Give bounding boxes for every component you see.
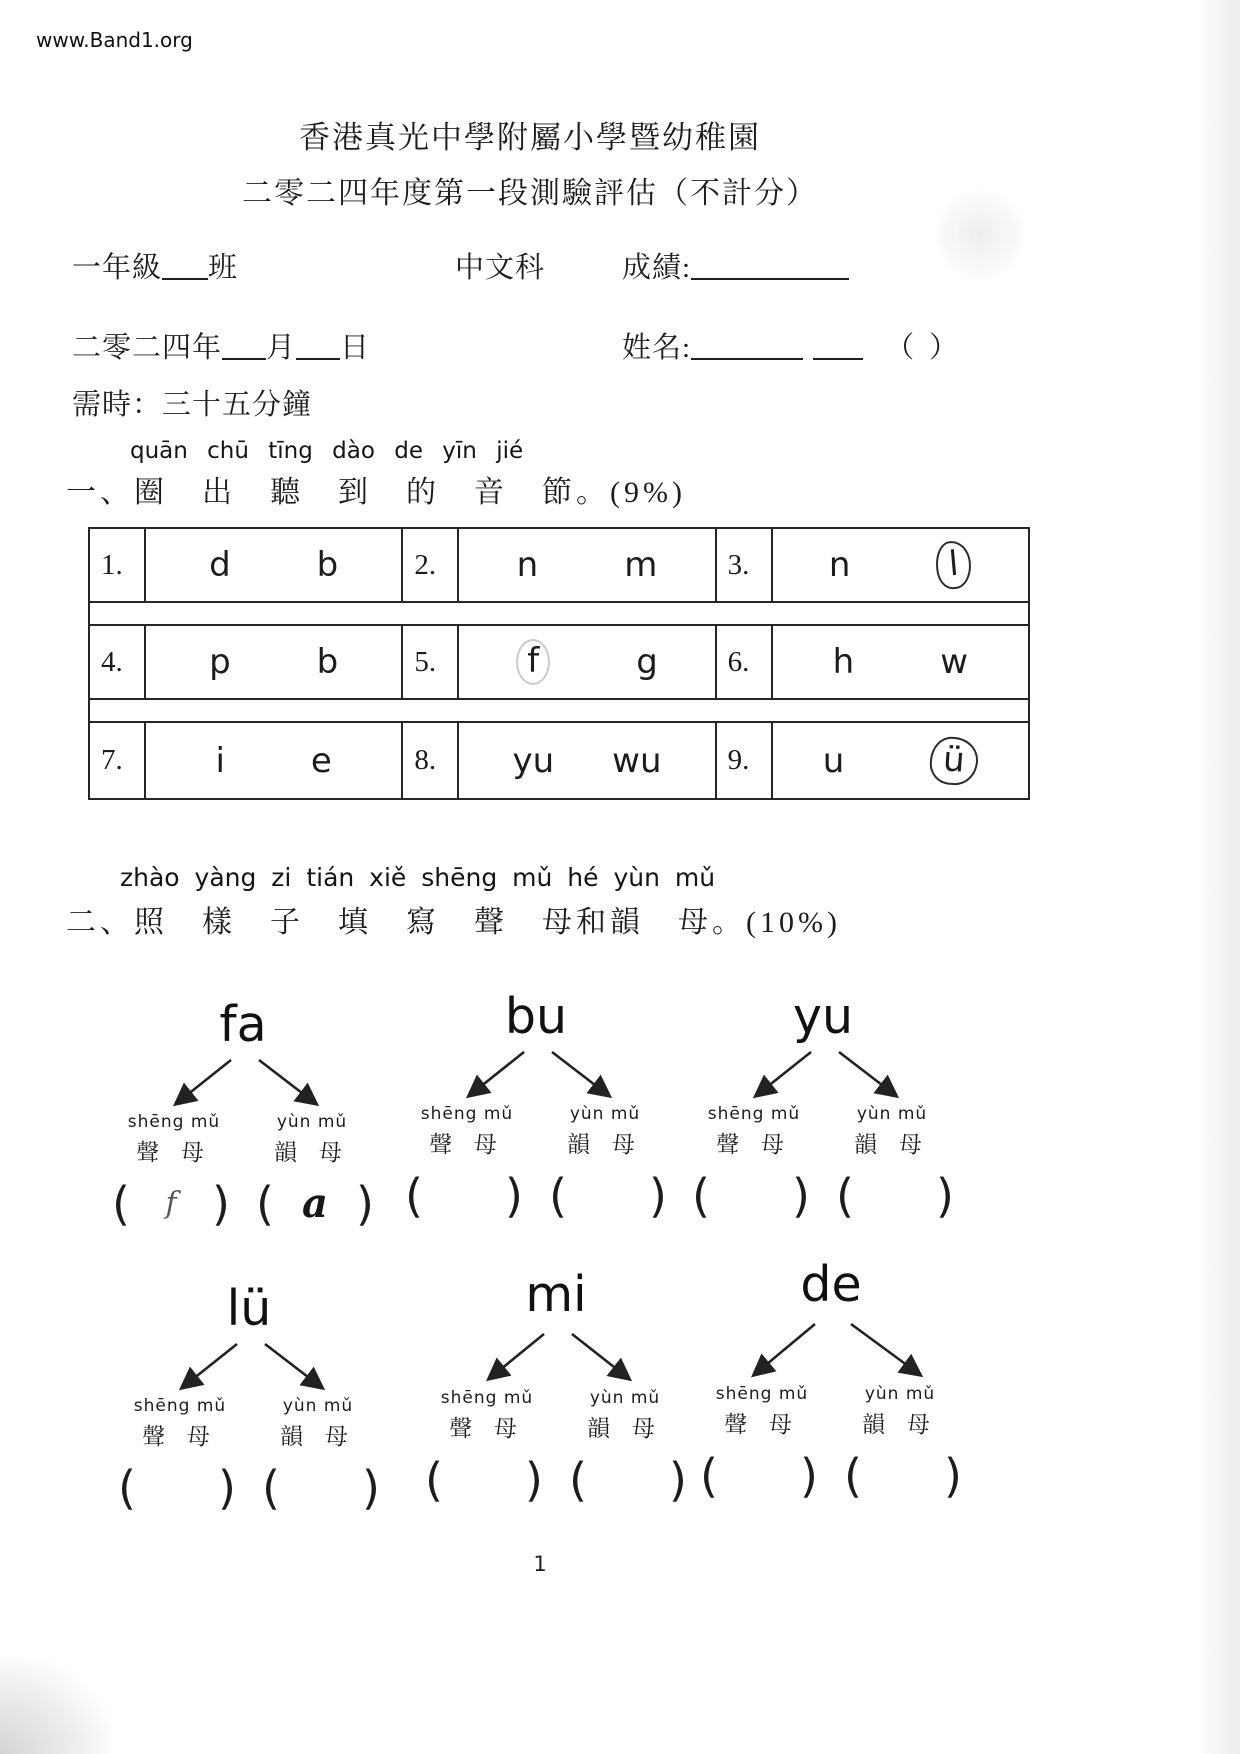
hand-drawn-circle bbox=[929, 735, 980, 786]
item-number: 9. bbox=[717, 723, 773, 798]
option-letter: g bbox=[636, 642, 658, 682]
option-letter: yu bbox=[512, 740, 555, 781]
yunmu-label: yùn mǔ 韻 母 bbox=[274, 1111, 350, 1165]
paren-close: ) bbox=[505, 1168, 523, 1223]
name-paren-open: （ bbox=[885, 332, 916, 364]
syllable-table bbox=[88, 527, 1030, 800]
item-options-9 bbox=[773, 723, 1028, 798]
item-number: 8. bbox=[403, 723, 459, 798]
diagram-labels bbox=[405, 1102, 667, 1159]
option-letter: i bbox=[215, 740, 225, 781]
paren-open: ( bbox=[118, 1460, 136, 1515]
grade-class-field bbox=[72, 245, 238, 286]
diagram-yu bbox=[692, 990, 954, 1223]
option-letter: w bbox=[940, 642, 968, 682]
option-letter: wu bbox=[612, 740, 662, 781]
option-letter: b bbox=[316, 642, 339, 682]
diagram-labels bbox=[112, 1110, 374, 1167]
paren-open: ( bbox=[836, 1168, 854, 1223]
month-label: 月 bbox=[266, 332, 297, 364]
paren-close: ) bbox=[212, 1176, 230, 1231]
name-label: 姓名: bbox=[622, 332, 692, 364]
paren-close: ) bbox=[669, 1452, 687, 1507]
year-label: 二零二四年 bbox=[72, 332, 223, 364]
paren-open: ( bbox=[692, 1168, 710, 1223]
syllable: bu bbox=[504, 988, 568, 1045]
final-answer-slot bbox=[262, 1461, 380, 1515]
item-options-6 bbox=[773, 626, 1028, 698]
item-number: 5. bbox=[403, 626, 459, 698]
item-number: 1. bbox=[90, 529, 146, 601]
diagram-fa bbox=[112, 998, 374, 1231]
score-label: 成績: bbox=[622, 252, 692, 284]
paren-open: ( bbox=[569, 1452, 587, 1507]
day-blank bbox=[296, 330, 340, 360]
diagram-lu bbox=[118, 1282, 380, 1515]
item-options-8 bbox=[459, 723, 716, 798]
date-field bbox=[72, 325, 370, 366]
hand-drawn-circle bbox=[934, 540, 974, 591]
item-number: 3. bbox=[717, 529, 773, 601]
paren-close: ) bbox=[362, 1460, 380, 1515]
option-letter: l bbox=[947, 543, 961, 585]
day-label: 日 bbox=[340, 332, 371, 364]
item-options-2 bbox=[459, 529, 716, 601]
paren-close: ) bbox=[218, 1460, 236, 1515]
table-row-2 bbox=[90, 626, 1028, 698]
paren-open: ( bbox=[700, 1448, 718, 1503]
page-number: 1 bbox=[533, 1552, 547, 1576]
paren-open: ( bbox=[256, 1176, 274, 1231]
diagram-bu bbox=[405, 990, 667, 1223]
faint-hand-drawn-circle bbox=[516, 639, 550, 685]
split-arrows-icon bbox=[711, 1316, 951, 1382]
option-letter: f bbox=[527, 641, 540, 681]
section2-pinyin: zhào yàng zi tián xiě shēng mǔ hé yùn mǔ bbox=[120, 863, 716, 892]
initial-answer-slot bbox=[118, 1461, 236, 1515]
initial-answer: f bbox=[165, 1186, 177, 1222]
month-blank bbox=[222, 330, 266, 360]
section2-title: 二、照 樣 子 填 寫 聲 母和韻 母。(10%) bbox=[66, 906, 841, 939]
paren-open: ( bbox=[262, 1460, 280, 1515]
item-number: 2. bbox=[403, 529, 459, 601]
paren-close: ) bbox=[792, 1168, 810, 1223]
paren-open: ( bbox=[405, 1168, 423, 1223]
paren-close: ) bbox=[525, 1452, 543, 1507]
initial-answer-slot bbox=[692, 1169, 810, 1223]
paren-close: ) bbox=[800, 1448, 818, 1503]
answer-parens bbox=[112, 1177, 374, 1231]
item-options-1 bbox=[146, 529, 403, 601]
final-answer-slot bbox=[836, 1169, 954, 1223]
syllable: yu bbox=[792, 988, 854, 1045]
option-letter: u bbox=[822, 740, 845, 781]
yunmu-label: yùn mǔ 韻 母 bbox=[280, 1395, 356, 1449]
paren-close: ) bbox=[944, 1448, 962, 1503]
split-arrows-icon bbox=[416, 1048, 656, 1102]
item-number: 7. bbox=[90, 723, 146, 798]
item-options-4 bbox=[146, 626, 403, 698]
name-field bbox=[622, 325, 959, 366]
answer-parens bbox=[405, 1169, 667, 1223]
paren-open: ( bbox=[549, 1168, 567, 1223]
item-number: 6. bbox=[717, 626, 773, 698]
answer-parens bbox=[700, 1449, 962, 1503]
diagram-mi bbox=[425, 1268, 687, 1507]
final-answer: a bbox=[302, 1180, 328, 1228]
answer-parens bbox=[118, 1461, 380, 1515]
duration-label: 需時：三十五分鐘 bbox=[72, 389, 313, 421]
option-letter: d bbox=[209, 545, 231, 585]
split-arrows-icon bbox=[703, 1048, 943, 1102]
split-arrows-icon bbox=[436, 1326, 676, 1386]
final-answer-slot bbox=[256, 1177, 374, 1231]
option-letter: ü bbox=[942, 738, 967, 781]
shengmu-label: shēng mǔ 聲 母 bbox=[440, 1387, 534, 1441]
yunmu-label: yùn mǔ 韻 母 bbox=[567, 1103, 643, 1157]
option-letter: m bbox=[624, 545, 658, 585]
initial-answer-slot bbox=[405, 1169, 523, 1223]
paren-open: ( bbox=[112, 1176, 130, 1231]
initial-answer-slot bbox=[425, 1453, 543, 1507]
option-letter: n bbox=[516, 545, 539, 585]
diagram-labels bbox=[118, 1394, 380, 1451]
score-field bbox=[622, 245, 849, 286]
final-answer-slot bbox=[549, 1169, 667, 1223]
shengmu-label: shēng mǔ 聲 母 bbox=[715, 1383, 809, 1437]
option-letter: e bbox=[310, 740, 332, 781]
class-blank bbox=[162, 250, 208, 280]
item-number: 4. bbox=[90, 626, 146, 698]
option-letter: n bbox=[828, 545, 851, 585]
grade-label: 一年級 bbox=[72, 252, 163, 284]
diagram-labels bbox=[692, 1102, 954, 1159]
title-block bbox=[0, 112, 1060, 212]
subject-label: 中文科 bbox=[455, 252, 546, 284]
yunmu-label: yùn mǔ 韻 母 bbox=[862, 1383, 938, 1437]
shengmu-label: shēng mǔ 聲 母 bbox=[420, 1103, 514, 1157]
section1-pinyin: quān chū tīng dào de yīn jié bbox=[130, 438, 524, 464]
final-answer-slot bbox=[569, 1453, 687, 1507]
table-gap-row bbox=[90, 698, 1028, 723]
syllable: fa bbox=[219, 996, 267, 1053]
final-answer-slot bbox=[844, 1449, 962, 1503]
paren-close: ) bbox=[356, 1176, 374, 1231]
item-options-5 bbox=[459, 626, 716, 698]
initial-answer-slot bbox=[112, 1177, 230, 1231]
table-gap-row bbox=[90, 601, 1028, 626]
paren-close: ) bbox=[936, 1168, 954, 1223]
answer-parens bbox=[425, 1453, 687, 1507]
syllable: mi bbox=[525, 1266, 587, 1323]
name-blank-2 bbox=[813, 330, 863, 360]
paren-open: ( bbox=[844, 1448, 862, 1503]
yunmu-label: yùn mǔ 韻 母 bbox=[587, 1387, 663, 1441]
name-blank-1 bbox=[691, 330, 803, 360]
diagram-de bbox=[700, 1258, 962, 1503]
shengmu-label: shēng mǔ 聲 母 bbox=[127, 1111, 221, 1165]
syllable: de bbox=[800, 1256, 862, 1313]
item-options-7 bbox=[146, 723, 403, 798]
shengmu-label: shēng mǔ 聲 母 bbox=[133, 1395, 227, 1449]
answer-parens bbox=[692, 1169, 954, 1223]
table-row-1 bbox=[90, 529, 1028, 601]
shengmu-label: shēng mǔ 聲 母 bbox=[707, 1103, 801, 1157]
option-letter: b bbox=[316, 545, 339, 585]
diagram-labels bbox=[700, 1382, 962, 1439]
scan-corner-shadow bbox=[0, 1659, 110, 1754]
table-row-3 bbox=[90, 723, 1028, 798]
exam-title: 二零二四年度第一段測驗評估（不計分） bbox=[242, 177, 818, 210]
yunmu-label: yùn mǔ 韻 母 bbox=[854, 1103, 930, 1157]
option-letter: h bbox=[832, 642, 855, 682]
paren-open: ( bbox=[425, 1452, 443, 1507]
diagram-labels bbox=[425, 1386, 687, 1443]
section1-title: 一、圈 出 聽 到 的 音 節。(9%) bbox=[66, 476, 686, 509]
score-blank bbox=[691, 250, 849, 280]
paren-close: ) bbox=[649, 1168, 667, 1223]
item-options-3 bbox=[773, 529, 1028, 601]
split-arrows-icon bbox=[129, 1340, 369, 1394]
initial-answer-slot bbox=[700, 1449, 818, 1503]
watermark: www.Band1.org bbox=[36, 28, 193, 52]
syllable: lü bbox=[226, 1280, 272, 1337]
option-letter: p bbox=[209, 642, 231, 682]
class-label: 班 bbox=[208, 252, 239, 284]
split-arrows-icon bbox=[123, 1056, 363, 1110]
school-name: 香港真光中學附屬小學暨幼稚園 bbox=[299, 120, 761, 155]
name-paren-close: ） bbox=[929, 332, 960, 364]
